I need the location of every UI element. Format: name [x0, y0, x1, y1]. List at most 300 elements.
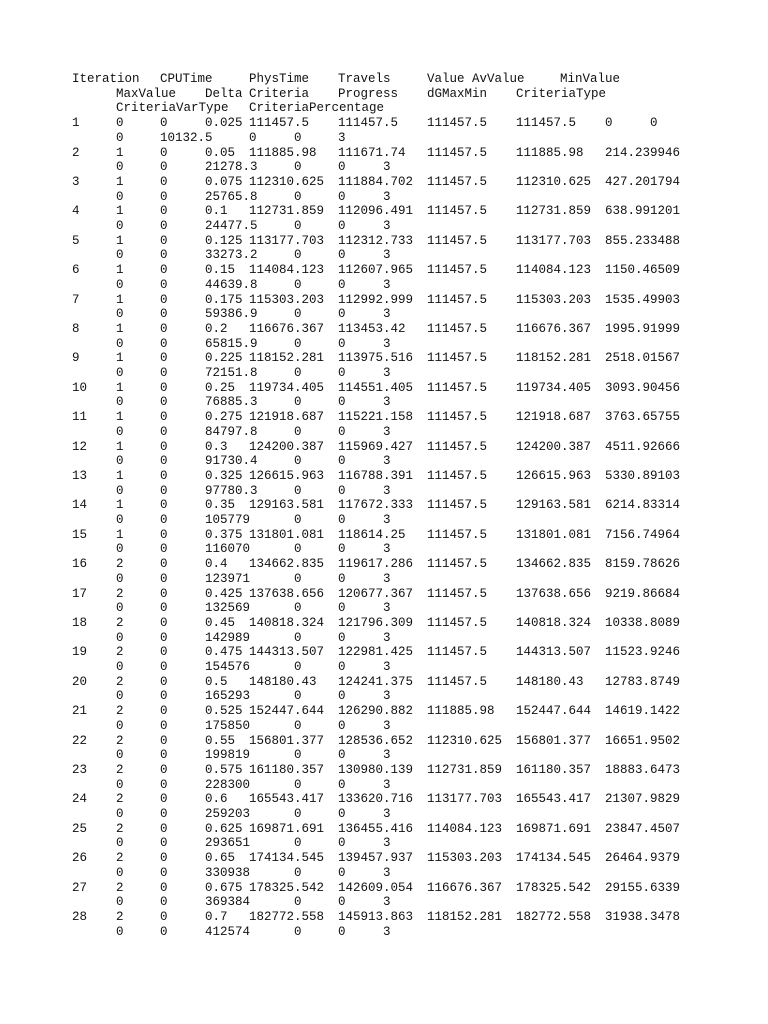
- data-cell: 0: [160, 645, 168, 660]
- data-cell: 140818.324: [249, 615, 325, 630]
- data-cell: 165543.417: [249, 792, 325, 807]
- data-cell: 3: [338, 130, 346, 145]
- data-cell: 111457.5: [427, 468, 488, 483]
- data-cell: 293651: [205, 836, 251, 851]
- data-cell: 259203: [205, 807, 251, 821]
- data-cell: 3: [383, 513, 391, 527]
- data-cell: 0: [160, 792, 168, 807]
- data-cell: 3: [383, 601, 391, 616]
- data-cell: 0: [160, 204, 168, 219]
- header-label: CriteriaPercentage: [249, 101, 385, 116]
- data-cell: 111457.5: [427, 145, 488, 160]
- data-cell: 0: [160, 557, 168, 572]
- data-cell: 3: [383, 336, 391, 351]
- data-cell: 111457.5: [427, 174, 488, 189]
- data-cell: 0: [116, 807, 124, 821]
- data-cell: 111457.5: [427, 557, 488, 572]
- data-cell: 0: [294, 571, 302, 586]
- data-cell: 0: [116, 219, 124, 233]
- iteration-number: 26: [72, 851, 88, 866]
- data-cell: 119734.405: [249, 380, 325, 395]
- data-cell: 0: [338, 277, 346, 292]
- iteration-number: 13: [72, 468, 88, 483]
- data-cell: 0.625: [205, 821, 243, 836]
- header-label: MaxValue: [116, 86, 177, 101]
- data-cell: 0: [160, 777, 168, 792]
- data-cell: 113177.703: [249, 233, 325, 248]
- data-cell: 0: [294, 748, 302, 763]
- data-cell: 0.025: [205, 116, 243, 131]
- iteration-number: 24: [72, 792, 88, 807]
- data-cell: 0: [294, 189, 302, 204]
- data-cell: 112731.859: [427, 762, 503, 777]
- data-cell: 0: [116, 542, 124, 557]
- data-cell: 18883.6473: [605, 762, 681, 777]
- data-cell: 16651.9502: [605, 733, 681, 748]
- data-cell: 0: [294, 865, 302, 880]
- data-cell: 116788.391: [338, 468, 414, 483]
- data-cell: 0: [160, 660, 168, 674]
- data-cell: 112312.733: [338, 233, 414, 248]
- data-cell: 118152.281: [516, 351, 592, 366]
- data-cell: 0.075: [205, 174, 243, 189]
- data-cell: 0: [294, 336, 302, 351]
- iteration-number: 7: [72, 292, 80, 307]
- data-cell: 0: [160, 895, 168, 910]
- header-label: CriteriaType: [516, 86, 607, 101]
- data-cell: 116070: [205, 542, 251, 557]
- data-cell: 117672.333: [338, 498, 414, 513]
- data-cell: 3: [383, 277, 391, 292]
- data-cell: 126290.882: [338, 704, 414, 719]
- data-cell: 0: [160, 909, 168, 924]
- data-cell: 120677.367: [338, 586, 414, 601]
- data-cell: 0: [160, 718, 168, 733]
- data-cell: 182772.558: [249, 909, 325, 924]
- data-cell: 112607.965: [338, 263, 414, 278]
- data-cell: 3: [383, 395, 391, 410]
- data-cell: 0: [160, 233, 168, 248]
- data-cell: 111457.5: [427, 439, 488, 454]
- data-cell: 0: [116, 689, 124, 704]
- data-cell: 154576: [205, 660, 251, 674]
- data-cell: 119617.286: [338, 557, 414, 572]
- data-cell: 139457.937: [338, 851, 414, 866]
- data-cell: 140818.324: [516, 615, 592, 630]
- data-cell: 2: [116, 674, 124, 689]
- data-cell: 412574: [205, 924, 251, 939]
- data-cell: 0: [338, 483, 346, 498]
- data-cell: 9219.86684: [605, 586, 681, 601]
- data-cell: 0: [338, 895, 346, 910]
- data-cell: 3763.65755: [605, 410, 681, 425]
- data-cell: 3: [383, 895, 391, 910]
- data-cell: 3: [383, 689, 391, 704]
- data-cell: 142609.054: [338, 880, 414, 895]
- data-cell: 97780.3: [205, 483, 258, 498]
- data-cell: 14619.1422: [605, 704, 681, 719]
- data-cell: 112731.859: [516, 204, 592, 219]
- data-cell: 0.65: [205, 851, 236, 866]
- data-cell: 2: [116, 762, 124, 777]
- data-cell: 156801.377: [249, 733, 325, 748]
- data-cell: 0: [116, 116, 124, 131]
- data-cell: 0: [294, 807, 302, 821]
- data-cell: 0: [160, 174, 168, 189]
- data-cell: 0: [294, 160, 302, 175]
- data-cell: 0: [294, 307, 302, 322]
- data-cell: 134662.835: [516, 557, 592, 572]
- data-cell: 1: [116, 351, 124, 366]
- iteration-number: 25: [72, 821, 88, 836]
- data-cell: 3: [383, 660, 391, 674]
- data-cell: 0: [160, 468, 168, 483]
- data-cell: 2: [116, 821, 124, 836]
- data-cell: 0: [116, 748, 124, 763]
- data-cell: 0: [160, 821, 168, 836]
- data-cell: 156801.377: [516, 733, 592, 748]
- data-cell: 44639.8: [205, 277, 258, 292]
- data-cell: 0: [294, 836, 302, 851]
- data-cell: 214.239946: [605, 145, 681, 160]
- data-cell: 0: [605, 116, 613, 131]
- data-cell: 113453.42: [338, 321, 406, 336]
- data-cell: 0: [160, 601, 168, 616]
- data-cell: 111885.98: [516, 145, 584, 160]
- data-cell: 0: [338, 807, 346, 821]
- data-cell: 0: [160, 733, 168, 748]
- data-cell: 228300: [205, 777, 251, 792]
- data-cell: 33273.2: [205, 248, 258, 263]
- header-label: CriteriaVarType: [116, 101, 229, 116]
- data-cell: 1: [116, 233, 124, 248]
- data-cell: 2: [116, 645, 124, 660]
- data-cell: 115303.203: [249, 292, 325, 307]
- data-cell: 111671.74: [338, 145, 406, 160]
- data-cell: 1: [116, 174, 124, 189]
- data-cell: 3: [383, 924, 391, 939]
- data-cell: 0: [116, 836, 124, 851]
- data-cell: 115303.203: [516, 292, 592, 307]
- iteration-number: 10: [72, 380, 88, 395]
- iteration-number: 23: [72, 762, 88, 777]
- data-cell: 144313.507: [516, 645, 592, 660]
- data-cell: 91730.4: [205, 454, 258, 469]
- data-cell: 0: [294, 424, 302, 439]
- data-cell: 1: [116, 263, 124, 278]
- data-cell: 2: [116, 557, 124, 572]
- data-cell: 119734.405: [516, 380, 592, 395]
- data-cell: 0.2: [205, 321, 228, 336]
- data-cell: 0: [116, 248, 124, 263]
- iteration-number: 28: [72, 909, 88, 924]
- data-cell: 0: [116, 630, 124, 645]
- data-cell: 0: [116, 366, 124, 380]
- data-cell: 0: [338, 718, 346, 733]
- iteration-number: 12: [72, 439, 88, 454]
- data-cell: 175850: [205, 718, 251, 733]
- data-cell: 0: [160, 689, 168, 704]
- iteration-number: 16: [72, 557, 88, 572]
- data-cell: 25765.8: [205, 189, 258, 204]
- data-cell: 0: [116, 277, 124, 292]
- data-cell: 0.1: [205, 204, 228, 219]
- data-cell: 169871.691: [516, 821, 592, 836]
- data-cell: 111457.5: [338, 116, 399, 131]
- header-label: MinValue: [560, 72, 621, 86]
- data-cell: 0: [160, 351, 168, 366]
- header-label: Delta: [205, 86, 243, 101]
- iteration-number: 1: [72, 116, 80, 131]
- data-cell: 0: [294, 542, 302, 557]
- data-cell: 2: [116, 851, 124, 866]
- data-cell: 0: [338, 601, 346, 616]
- data-cell: 72151.8: [205, 366, 258, 380]
- data-cell: 0: [116, 307, 124, 322]
- data-cell: 0: [160, 277, 168, 292]
- data-cell: 3: [383, 454, 391, 469]
- data-cell: 0: [160, 527, 168, 542]
- header-label: Value AvValue: [427, 72, 525, 86]
- iteration-number: 9: [72, 351, 80, 366]
- data-cell: 111457.5: [427, 615, 488, 630]
- data-cell: 0: [160, 410, 168, 425]
- data-cell: 0: [116, 160, 124, 175]
- data-cell: 0: [294, 248, 302, 263]
- data-cell: 8159.78626: [605, 557, 681, 572]
- data-cell: 114084.123: [516, 263, 592, 278]
- data-cell: 0: [160, 336, 168, 351]
- data-cell: 111457.5: [427, 233, 488, 248]
- data-cell: 148180.43: [249, 674, 317, 689]
- data-cell: 1: [116, 292, 124, 307]
- data-cell: 3: [383, 777, 391, 792]
- data-cell: 11523.9246: [605, 645, 681, 660]
- data-cell: 0: [338, 865, 346, 880]
- data-cell: 0: [160, 189, 168, 204]
- data-cell: 148180.43: [516, 674, 584, 689]
- data-cell: 2: [116, 792, 124, 807]
- data-cell: 0.15: [205, 263, 236, 278]
- data-cell: 0: [160, 219, 168, 233]
- data-cell: 0.125: [205, 233, 243, 248]
- header-label: PhysTime: [249, 72, 310, 86]
- data-cell: 0: [249, 130, 257, 145]
- data-cell: 0.275: [205, 410, 243, 425]
- data-cell: 31938.3478: [605, 909, 681, 924]
- data-cell: 0: [160, 615, 168, 630]
- data-cell: 0: [338, 189, 346, 204]
- data-cell: 0: [160, 674, 168, 689]
- data-cell: 855.233488: [605, 233, 681, 248]
- data-cell: 10338.8089: [605, 615, 681, 630]
- data-cell: 0: [160, 542, 168, 557]
- iteration-number: 18: [72, 615, 88, 630]
- data-cell: 7156.74964: [605, 527, 681, 542]
- data-cell: 115969.427: [338, 439, 414, 454]
- data-cell: 0.475: [205, 645, 243, 660]
- data-cell: 0: [160, 424, 168, 439]
- data-cell: 0: [338, 160, 346, 175]
- data-cell: 0.175: [205, 292, 243, 307]
- data-cell: 111457.5: [427, 351, 488, 366]
- data-cell: 128536.652: [338, 733, 414, 748]
- data-cell: 111457.5: [249, 116, 310, 131]
- iteration-number: 4: [72, 204, 80, 219]
- data-cell: 2: [116, 880, 124, 895]
- data-cell: 111457.5: [427, 498, 488, 513]
- data-cell: 116676.367: [427, 880, 503, 895]
- data-cell: 132569: [205, 601, 251, 616]
- iteration-number: 19: [72, 645, 88, 660]
- data-cell: 638.991201: [605, 204, 681, 219]
- data-cell: 0: [116, 513, 124, 527]
- data-cell: 114084.123: [427, 821, 503, 836]
- data-cell: 0: [294, 718, 302, 733]
- data-cell: 0: [160, 851, 168, 866]
- data-cell: 24477.5: [205, 219, 258, 233]
- data-cell: 1: [116, 468, 124, 483]
- data-cell: 123971: [205, 571, 251, 586]
- data-cell: 121918.687: [516, 410, 592, 425]
- data-cell: 174134.545: [249, 851, 325, 866]
- data-cell: 152447.644: [249, 704, 325, 719]
- iteration-number: 11: [72, 410, 88, 425]
- data-cell: 369384: [205, 895, 251, 910]
- data-cell: 0.7: [205, 909, 228, 924]
- data-cell: 0.35: [205, 498, 236, 513]
- data-cell: 0: [116, 336, 124, 351]
- data-cell: 0: [338, 836, 346, 851]
- data-cell: 0: [294, 366, 302, 380]
- data-cell: 3: [383, 366, 391, 380]
- data-cell: 0: [160, 807, 168, 821]
- data-cell: 3: [383, 542, 391, 557]
- data-cell: 111457.5: [427, 674, 488, 689]
- data-cell: 111457.5: [427, 116, 488, 131]
- data-cell: 0: [160, 924, 168, 939]
- data-cell: 0.225: [205, 351, 243, 366]
- data-cell: 3: [383, 836, 391, 851]
- data-cell: 111885.98: [427, 704, 495, 719]
- data-cell: 0: [160, 630, 168, 645]
- data-cell: 0: [294, 219, 302, 233]
- data-cell: 165293: [205, 689, 251, 704]
- data-cell: 137638.656: [516, 586, 592, 601]
- data-cell: 1: [116, 321, 124, 336]
- data-cell: 3: [383, 718, 391, 733]
- data-cell: 0: [294, 395, 302, 410]
- iteration-number: 15: [72, 527, 88, 542]
- data-cell: 0: [338, 630, 346, 645]
- data-cell: 0: [294, 601, 302, 616]
- data-cell: 0: [160, 116, 168, 131]
- data-cell: 136455.416: [338, 821, 414, 836]
- header-label: Criteria: [249, 86, 310, 101]
- iteration-number: 22: [72, 733, 88, 748]
- data-cell: 0: [160, 586, 168, 601]
- data-cell: 0: [116, 924, 124, 939]
- data-cell: 178325.542: [249, 880, 325, 895]
- data-cell: 126615.963: [249, 468, 325, 483]
- data-cell: 0: [338, 542, 346, 557]
- data-cell: 0: [160, 513, 168, 527]
- data-cell: 0: [160, 836, 168, 851]
- data-cell: 0: [160, 160, 168, 175]
- data-cell: 0: [338, 777, 346, 792]
- header-label: CPUTime: [160, 72, 213, 86]
- data-cell: 0: [116, 424, 124, 439]
- data-cell: 0: [160, 571, 168, 586]
- data-cell: 1995.91999: [605, 321, 681, 336]
- data-cell: 0: [160, 748, 168, 763]
- data-cell: 112096.491: [338, 204, 414, 219]
- data-cell: 111457.5: [427, 292, 488, 307]
- data-cell: 0: [294, 483, 302, 498]
- data-cell: 105779: [205, 513, 251, 527]
- iteration-number: 6: [72, 263, 80, 278]
- data-cell: 118152.281: [249, 351, 325, 366]
- data-cell: 3: [383, 865, 391, 880]
- data-cell: 1150.46509: [605, 263, 681, 278]
- data-cell: 59386.9: [205, 307, 258, 322]
- data-cell: 0: [116, 895, 124, 910]
- data-cell: 0: [116, 777, 124, 792]
- data-cell: 130980.139: [338, 762, 414, 777]
- data-cell: 0: [338, 248, 346, 263]
- data-cell: 112731.859: [249, 204, 325, 219]
- data-cell: 111457.5: [427, 321, 488, 336]
- data-cell: 0: [160, 321, 168, 336]
- data-cell: 0: [338, 336, 346, 351]
- data-cell: 111457.5: [427, 645, 488, 660]
- data-cell: 0: [160, 454, 168, 469]
- data-cell: 137638.656: [249, 586, 325, 601]
- data-cell: 1: [116, 498, 124, 513]
- data-cell: 3: [383, 571, 391, 586]
- data-cell: 0: [294, 660, 302, 674]
- data-cell: 0: [116, 660, 124, 674]
- data-cell: 111457.5: [427, 263, 488, 278]
- data-cell: 161180.357: [249, 762, 325, 777]
- data-cell: 3: [383, 219, 391, 233]
- data-cell: 111884.702: [338, 174, 414, 189]
- data-cell: 0: [338, 924, 346, 939]
- data-cell: 0.25: [205, 380, 236, 395]
- iteration-number: 20: [72, 674, 88, 689]
- header-label: Progress: [338, 86, 399, 101]
- data-cell: 0: [338, 748, 346, 763]
- data-cell: 0: [294, 130, 302, 145]
- data-cell: 0: [160, 704, 168, 719]
- data-cell: 3093.90456: [605, 380, 681, 395]
- data-cell: 2: [116, 704, 124, 719]
- data-cell: 3: [383, 483, 391, 498]
- iteration-number: 17: [72, 586, 88, 601]
- data-cell: 0.55: [205, 733, 236, 748]
- data-cell: 142989: [205, 630, 251, 645]
- data-cell: 112310.625: [516, 174, 592, 189]
- data-cell: 330938: [205, 865, 251, 880]
- data-cell: 0.675: [205, 880, 243, 895]
- data-cell: 29155.6339: [605, 880, 681, 895]
- data-cell: 113177.703: [427, 792, 503, 807]
- iteration-number: 3: [72, 174, 80, 189]
- data-cell: 113177.703: [516, 233, 592, 248]
- data-cell: 0: [294, 895, 302, 910]
- data-cell: 0: [116, 395, 124, 410]
- data-cell: 118614.25: [338, 527, 406, 542]
